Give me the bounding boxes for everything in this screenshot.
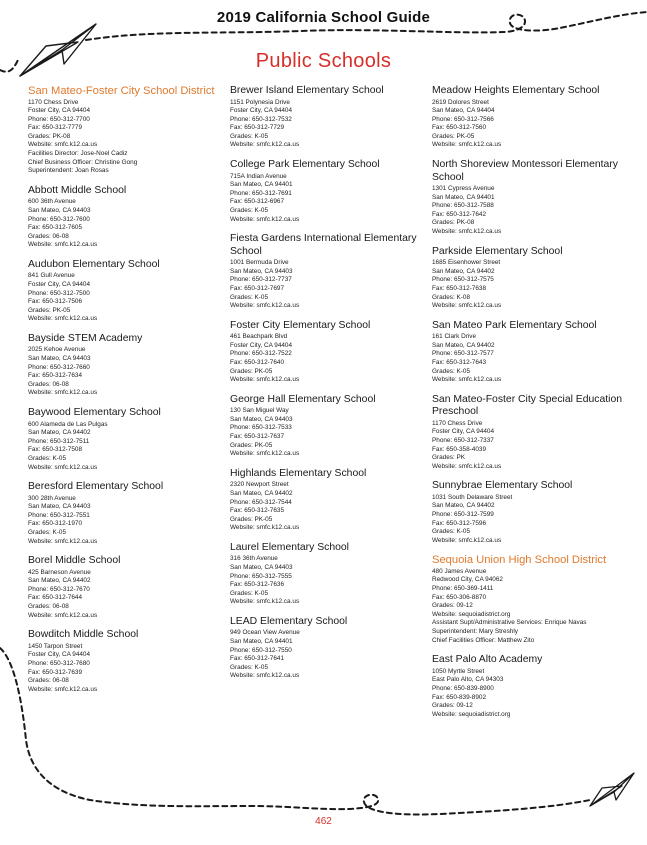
school-entry [230,468,428,533]
entry-detail-line: 1685 Eisenhower Street [432,259,501,267]
entry-detail-line: Fax: 650-312-7697 [230,284,285,292]
entry-detail-line: Phone: 650-312-7551 [28,511,90,519]
school-name: Sunnybrae Elementary School [432,480,573,492]
entry-detail-line: Phone: 650-312-7532 [230,115,292,123]
entry-detail-line: Assistant Supt/Administrative Services: Enrique Navas [432,619,587,627]
school-name: Meadow Heights Elementary School [432,85,600,96]
entry-detail-line: Grades: K-05 [28,528,67,536]
entry-detail-line: 2320 Newport Street [230,481,289,489]
entry-detail-line: Website: smfc.k12.ca.us [432,376,502,384]
school-entry [230,542,428,607]
entry-detail-line: Fax: 650-312-7508 [28,446,83,454]
entry-detail-line: Superintendent: Joan Rosas [28,167,109,175]
entry-detail-line: Website: smfc.k12.ca.us [28,685,98,693]
entry-detail-line: Phone: 650-312-7522 [230,350,292,358]
entry-detail-line: Grades: PK-05 [230,441,273,449]
entry-detail-line: Fax: 650-312-7506 [28,298,83,306]
entry-detail-line: Foster City, CA 94404 [28,107,91,115]
entry-detail-line: Website: smfc.k12.ca.us [230,376,300,384]
entry-detail-line: Website: smfc.k12.ca.us [230,524,300,532]
entry-detail-line: San Mateo, CA 94402 [28,577,91,585]
entry-detail-line: Grades: 06-08 [28,232,69,240]
entry-detail-line: Phone: 650-312-7600 [28,215,90,223]
entry-detail-line: Fax: 650-312-7641 [230,655,285,663]
entry-detail-line: 1151 Polynesia Drive [230,98,290,106]
entry-detail-line: Website: smfc.k12.ca.us [28,611,98,619]
school-name: East Palo Alto Academy [432,654,543,666]
entry-detail-line: Fax: 650-312-7605 [28,224,83,232]
entry-detail-line: Website: sequoiadistrict.org [432,710,511,718]
entry-detail-line: Phone: 650-312-7533 [230,424,292,432]
school-entry [230,85,428,150]
school-entry [28,185,226,250]
entry-detail-line: Website: smfc.k12.ca.us [432,228,502,236]
entry-detail-line: San Mateo, CA 94401 [432,193,495,201]
entry-detail-line: Foster City, CA 94404 [432,428,495,436]
entry-detail-line: Fax: 650-312-7779 [28,124,83,132]
entry-detail-line: Website: smfc.k12.ca.us [432,302,502,310]
school-name: Highlands Elementary School [230,467,367,479]
entry-detail-line: Superintendent: Mary Streshly [432,628,518,636]
school-name: Brewer Island Elementary School [230,85,384,96]
entry-detail-line: Website: smfc.k12.ca.us [28,389,98,397]
entry-detail-line: Phone: 650-312-7544 [230,498,292,506]
entry-detail-line: 600 36th Avenue [28,198,76,206]
school-name: Audubon Elementary School [28,258,160,270]
school-name: Fiesta Gardens International Elementary School [230,233,417,257]
entry-detail-line: Grades: K-05 [230,132,269,140]
entry-detail-line: Fax: 650-312-7640 [230,358,285,366]
section-title: Public Schools [255,50,392,72]
school-entry [432,85,632,150]
entry-detail-line: Website: smfc.k12.ca.us [230,672,300,680]
entry-detail-line: 1450 Tarpon Street [28,642,83,650]
entry-detail-line: Grades: K-05 [230,206,269,214]
page-number: 462 [315,816,332,827]
entry-detail-line: Fax: 650-312-7560 [432,124,487,132]
district-entry [28,85,226,176]
entry-detail-line: Phone: 650-312-7550 [230,646,292,654]
guide-title: 2019 California School Guide [216,9,431,26]
entry-detail-line: 1001 Bermuda Drive [230,259,289,267]
school-name: North Shoreview Montessori Elementary School [432,159,618,183]
entry-detail-line: Phone: 650-312-7680 [28,659,90,667]
entry-detail-line: Phone: 650-312-7566 [432,115,494,123]
school-name: George Hall Elementary School [230,393,376,405]
entry-detail-line: San Mateo, CA 94402 [230,489,293,497]
entry-detail-line: Website: smfc.k12.ca.us [230,450,300,458]
entry-detail-line: San Mateo, CA 94402 [432,502,495,510]
entry-detail-line: Grades: K-05 [230,293,269,301]
entry-detail-line: Phone: 650-839-8900 [432,684,494,692]
entry-detail-line: Website: smfc.k12.ca.us [28,241,98,249]
listing-column-2 [230,85,428,690]
entry-detail-line: San Mateo, CA 94403 [230,267,293,275]
entry-detail-line: San Mateo, CA 94402 [432,341,495,349]
entry-detail-line: Fax: 650-312-7636 [230,581,285,589]
entry-detail-line: Website: smfc.k12.ca.us [28,463,98,471]
entry-detail-line: Website: smfc.k12.ca.us [230,141,300,149]
entry-detail-line: Fax: 650-358-4039 [432,445,487,453]
entry-detail-line: Fax: 650-312-7635 [230,507,285,515]
entry-detail-line: San Mateo, CA 94403 [28,503,91,511]
entry-detail-line: Website: smfc.k12.ca.us [28,315,98,323]
entry-detail-line: San Mateo, CA 94401 [230,638,293,646]
entry-detail-line: Grades: K-05 [28,454,67,462]
entry-detail-line: Grades: K-05 [432,528,471,536]
school-name: Laurel Elementary School [230,541,349,553]
entry-detail-line: Website: smfc.k12.ca.us [432,141,502,149]
entry-detail-line: Phone: 650-312-7500 [28,289,90,297]
entry-detail-line: Grades: 09-12 [432,602,473,610]
entry-detail-line: Grades: K-05 [230,589,269,597]
school-entry [28,629,226,694]
entry-detail-line: San Mateo, CA 94403 [230,415,293,423]
school-name: Beresford Elementary School [28,481,164,493]
entry-detail-line: 425 Barneson Avenue [28,568,91,576]
entry-detail-line: Phone: 650-312-7660 [28,363,90,371]
entry-detail-line: Phone: 650-312-7575 [432,276,494,284]
entry-detail-line: 1301 Cypress Avenue [432,185,495,193]
entry-detail-line: Fax: 650-312-7596 [432,519,487,527]
entry-detail-line: Facilities Director: Jose-Noel Cadiz [28,150,128,158]
entry-detail-line: Grades: K-08 [432,293,471,301]
entry-detail-line: San Mateo, CA 94402 [432,267,495,275]
entry-detail-line: 1170 Chess Drive [432,419,483,427]
entry-detail-line: Phone: 650-312-7737 [230,276,292,284]
entry-detail-line: Phone: 650-312-7670 [28,585,90,593]
entry-detail-line: Fax: 650-306-8870 [432,593,487,601]
entry-detail-line: Fax: 650-839-8902 [432,693,487,701]
entry-detail-line: 1031 South Delaware Street [432,493,513,501]
school-name: San Mateo-Foster City Special Education Preschool [432,393,623,418]
entry-detail-line: Fax: 650-312-7634 [28,372,83,380]
school-name: Foster City Elementary School [230,319,371,331]
school-name: Bowditch Middle School [28,629,139,641]
entry-detail-line: Chief Business Officer: Christine Gong [28,158,138,166]
entry-detail-line: Grades: K-05 [432,367,471,375]
entry-detail-line: Website: smfc.k12.ca.us [230,302,300,310]
school-name: Abbott Middle School [28,184,127,196]
entry-detail-line: San Mateo, CA 94401 [230,181,293,189]
entry-detail-line: Fax: 650-312-1970 [28,520,83,528]
entry-detail-line: Website: smfc.k12.ca.us [230,215,300,223]
entry-detail-line: Phone: 650-312-7691 [230,189,292,197]
school-entry [432,480,632,545]
entry-detail-line: Phone: 650-312-7555 [230,572,292,580]
entry-detail-line: Grades: 06-08 [28,380,69,388]
school-entry [28,555,226,620]
entry-detail-line: Website: smfc.k12.ca.us [28,141,98,149]
entry-detail-line: Phone: 650-312-7577 [432,350,494,358]
listing-column-1 [28,85,226,703]
entry-detail-line: Grades: PK-05 [432,132,475,140]
entry-detail-line: 480 James Avenue [432,567,487,575]
entry-detail-line: San Mateo, CA 94403 [28,206,91,214]
entry-detail-line: Website: smfc.k12.ca.us [28,537,98,545]
entry-detail-line: 1050 Myrtle Street [432,667,485,675]
entry-detail-line: San Mateo, CA 94402 [28,429,91,437]
school-name: LEAD Elementary School [230,615,348,627]
entry-detail-line: Phone: 650-312-7588 [432,202,494,210]
entry-detail-line: Grades: PK-08 [432,219,475,227]
entry-detail-line: Fax: 650-312-7644 [28,594,83,602]
school-name: Baywood Elementary School [28,407,161,419]
entry-detail-line: Grades: PK-05 [230,367,273,375]
entry-detail-line: Foster City, CA 94404 [28,281,91,288]
entry-detail-line: Foster City, CA 94404 [230,341,293,349]
entry-detail-line: 130 San Miguel Way [230,407,289,415]
entry-detail-line: Grades: PK-05 [230,515,273,523]
entry-detail-line: 161 Clark Drive [432,333,477,341]
school-entry [230,320,428,385]
entry-detail-line: Phone: 650-312-7700 [28,115,90,123]
entry-detail-line: Grades: K-05 [230,663,269,671]
school-entry [28,259,226,324]
entry-detail-line: Phone: 650-312-7337 [432,436,494,444]
entry-detail-line: 2619 Dolores Street [432,98,489,106]
entry-detail-line: 715A Indian Avenue [230,172,287,180]
school-entry [230,233,428,311]
entry-detail-line: Fax: 650-312-7729 [230,124,285,132]
entry-detail-line: Redwood City, CA 94062 [432,576,503,584]
entry-detail-line: 841 Gull Avenue [28,272,75,280]
entry-detail-line: Fax: 650-312-7638 [432,284,487,292]
entry-detail-line: Foster City, CA 94404 [28,651,91,659]
school-entry [230,394,428,459]
entry-detail-line: 316 36th Avenue [230,555,278,563]
entry-detail-line: Fax: 650-312-6967 [230,198,285,206]
entry-detail-line: Fax: 650-312-7642 [432,210,487,218]
entry-detail-line: Phone: 650-312-7599 [432,511,494,518]
entry-detail-line: Fax: 650-312-7637 [230,433,285,441]
entry-detail-line: Grades: PK-05 [28,306,71,314]
entry-detail-line: 949 Ocean View Avenue [230,629,300,637]
entry-detail-line: Fax: 650-312-7639 [28,668,83,676]
school-entry [432,246,632,311]
district-name: Sequoia Union High School District [432,554,607,567]
school-entry [28,481,226,546]
entry-detail-line: Website: sequoiadistrict.org [432,610,511,618]
entry-detail-line: Grades: 06-08 [28,603,69,611]
school-entry [432,159,632,237]
school-entry [28,407,226,472]
listing-column-3 [432,85,632,728]
entry-detail-line: 2025 Kehoe Avenue [28,346,86,354]
entry-detail-line: Phone: 650-369-1411 [432,585,494,593]
entry-detail-line: Chief Facilities Officer: Matthew Zito [432,636,535,644]
entry-detail-line: San Mateo, CA 94404 [432,107,495,115]
entry-detail-line: Website: smfc.k12.ca.us [432,462,502,470]
entry-detail-line: Grades: 09-12 [432,702,473,710]
entry-detail-line: 1170 Chess Drive [28,98,79,106]
school-entry [28,333,226,398]
district-entry [432,554,632,645]
entry-detail-line: Foster City, CA 94404 [230,107,293,115]
entry-detail-line: East Palo Alto, CA 94303 [432,676,504,684]
entry-detail-line: 300 28th Avenue [28,494,76,502]
school-entry [230,616,428,681]
school-entry [432,320,632,385]
entry-detail-line: Grades: PK [432,454,466,462]
entry-detail-line: Grades: PK-08 [28,132,71,140]
school-entry [432,654,632,719]
school-name: Parkside Elementary School [432,245,563,257]
entry-detail-line: 461 Beachpark Blvd [230,333,288,341]
district-name: San Mateo-Foster City School District [28,85,215,97]
entry-detail-line: Website: smfc.k12.ca.us [230,598,300,606]
school-name: Borel Middle School [28,555,121,567]
entry-detail-line: 600 Alameda de Las Pulgas [28,420,108,428]
school-name: San Mateo Park Elementary School [432,319,597,331]
entry-detail-line: San Mateo, CA 94403 [230,563,293,571]
entry-detail-line: Website: smfc.k12.ca.us [432,536,502,544]
entry-detail-line: San Mateo, CA 94403 [28,355,91,363]
entry-detail-line: Phone: 650-312-7511 [28,437,90,445]
paper-airplane-small-icon [588,770,636,808]
school-name: Bayside STEM Academy [28,332,143,344]
school-entry [432,394,632,472]
entry-detail-line: Grades: 06-08 [28,677,69,685]
entry-detail-line: Fax: 650-312-7643 [432,358,487,366]
school-name: College Park Elementary School [230,159,380,171]
school-entry [230,159,428,224]
